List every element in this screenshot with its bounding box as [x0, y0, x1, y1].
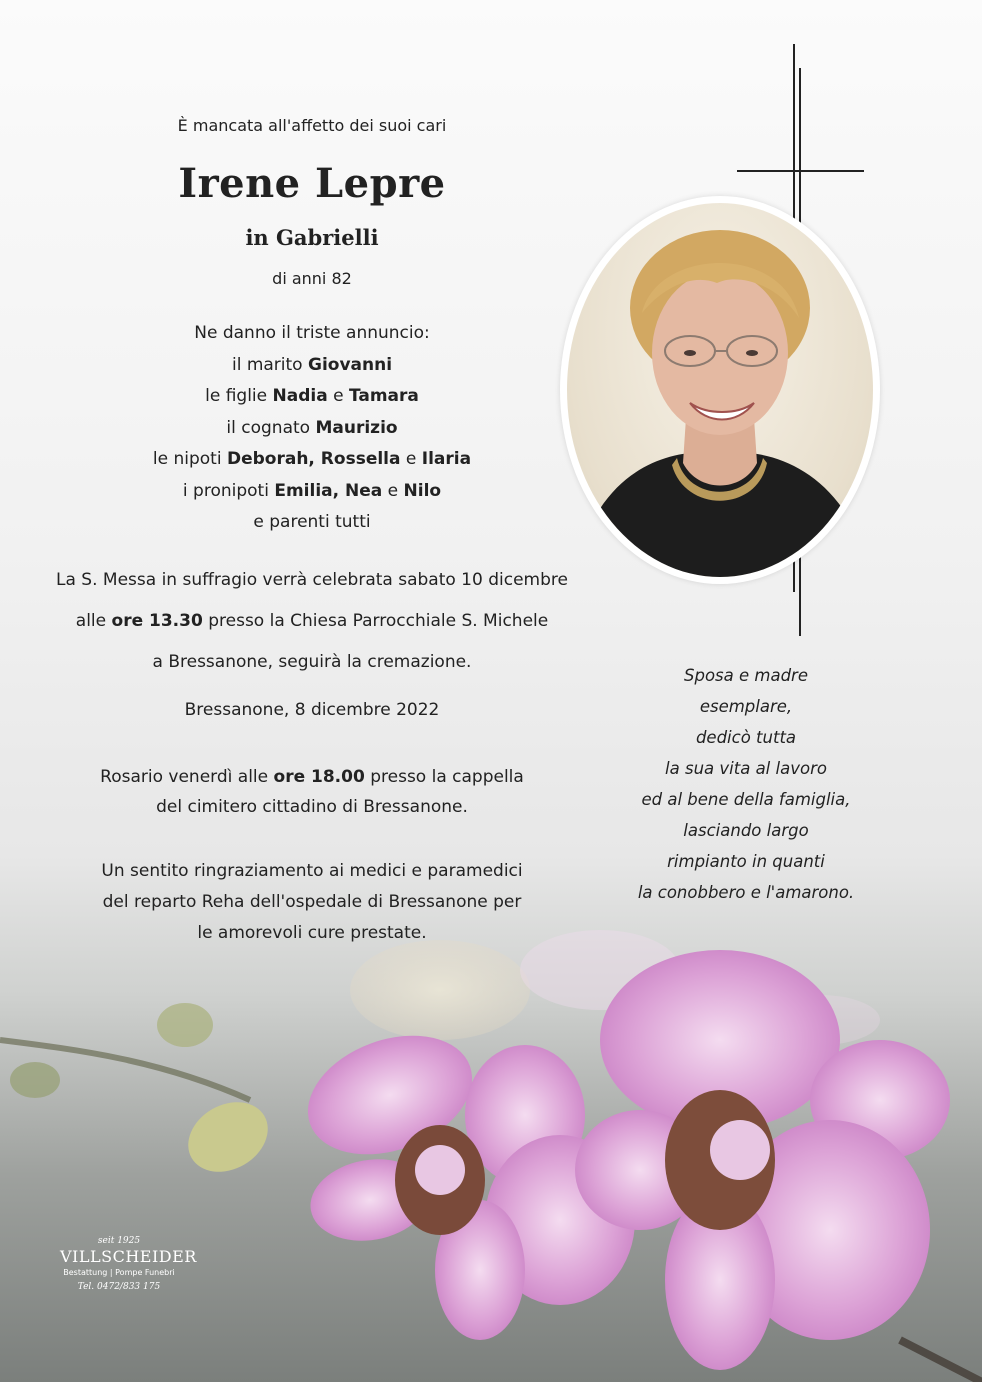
- mourners-text-run: Ilaria: [421, 449, 472, 469]
- poem-text: [596, 660, 896, 908]
- thanks-text-run: Un sentito ringraziamento ai medici e paramedici: [101, 861, 523, 881]
- thanks-text-run: le amorevoli cure prestate.: [197, 923, 427, 943]
- portrait-photo: [567, 203, 873, 577]
- mourners-text-run: Nadia: [272, 386, 328, 406]
- intro-text: È mancata all'affetto dei suoi cari: [177, 116, 447, 135]
- poem-line: dedicò tutta: [695, 728, 797, 747]
- mourners-text-run: Tamara: [348, 386, 419, 406]
- age-text: di anni 82: [272, 269, 352, 288]
- rosary-line: [0, 762, 624, 792]
- mass-text-run: La S. Messa in suffragio verrà celebrata sabato 10 dicembre: [56, 570, 568, 590]
- mourners-line: [0, 444, 624, 476]
- cross-horizontal-line: [737, 170, 864, 172]
- thanks-line: [0, 887, 624, 918]
- logo-brand: VILLSCHEIDER: [60, 1247, 197, 1266]
- poem-line: ed al bene della famiglia,: [641, 790, 851, 809]
- poem-line: lasciando largo: [683, 821, 809, 840]
- married-name: in Gabrielli: [245, 225, 379, 250]
- mourners-text-run: i pronipoti: [182, 480, 275, 501]
- mourners-line: [0, 413, 624, 445]
- thanks-text: [0, 856, 624, 949]
- logo-subtitle: Bestattung | Pompe Funebri: [63, 1268, 175, 1277]
- thanks-text-run: del reparto Reha dell'ospedale di Bressanone per: [102, 892, 522, 912]
- mourners-text-run: Giovanni: [307, 354, 393, 375]
- mass-text-run: presso la Chiesa Parrocchiale S. Michele: [202, 611, 549, 631]
- poem-line: la sua vita al lavoro: [665, 759, 827, 778]
- mourners-line: [0, 381, 624, 413]
- funeral-home-logo: [60, 1236, 197, 1292]
- mourners-list: [0, 318, 624, 539]
- mass-text-run: a Bressanone, seguirà la cremazione.: [152, 652, 472, 672]
- mass-announcement: [0, 560, 624, 683]
- mass-line: [0, 642, 624, 683]
- mass-text-run: alle: [75, 611, 112, 631]
- deceased-name: Irene Lepre: [178, 160, 446, 207]
- logo-since: seit 1925: [97, 1236, 141, 1246]
- mourners-text-run: le figlie: [205, 386, 273, 406]
- poem-line: Sposa e madre: [684, 666, 808, 685]
- poem-line: rimpianto in quanti: [667, 852, 825, 871]
- rosary-line: [0, 792, 624, 822]
- mourners-text-run: le nipoti: [152, 449, 227, 469]
- mourners-text-run: Emilia, Nea: [274, 480, 383, 501]
- mourners-line: [0, 318, 624, 350]
- poem-line: la conobbero e l'amarono.: [637, 883, 855, 902]
- mourners-text-run: il marito: [231, 354, 308, 375]
- rosary-text-run: ore 18.00: [273, 767, 365, 787]
- mourners-text-run: e: [382, 480, 404, 501]
- mourners-text-run: il cognato: [226, 417, 316, 438]
- place-date: Bressanone, 8 dicembre 2022: [184, 700, 440, 720]
- mass-text-run: ore 13.30: [111, 611, 203, 631]
- mourners-line: [0, 507, 624, 539]
- mass-line: [0, 601, 624, 642]
- rosary-text-run: del cimitero cittadino di Bressanone.: [156, 797, 468, 817]
- rosary-text-run: Rosario venerdì alle: [100, 767, 274, 787]
- logo-phone: Tel. 0472/833 175: [77, 1282, 161, 1292]
- rosary-announcement: [0, 762, 624, 822]
- rosary-text-run: presso la cappella: [364, 767, 524, 787]
- mourners-text-run: Ne danno il triste annuncio:: [194, 323, 430, 343]
- orchid-flowers-image: [0, 900, 982, 1382]
- mourners-text-run: Maurizio: [315, 417, 398, 438]
- thanks-line: [0, 918, 624, 949]
- thanks-line: [0, 856, 624, 887]
- mourners-text-run: e: [400, 449, 422, 469]
- poem-line: esemplare,: [699, 697, 793, 716]
- mourners-text-run: e parenti tutti: [253, 512, 371, 532]
- mass-line: [0, 560, 624, 601]
- mourners-line: [0, 476, 624, 508]
- mourners-line: [0, 350, 624, 382]
- mourners-text-run: Nilo: [403, 480, 442, 501]
- mourners-text-run: Deborah, Rossella: [226, 449, 401, 469]
- mourners-text-run: e: [327, 386, 349, 406]
